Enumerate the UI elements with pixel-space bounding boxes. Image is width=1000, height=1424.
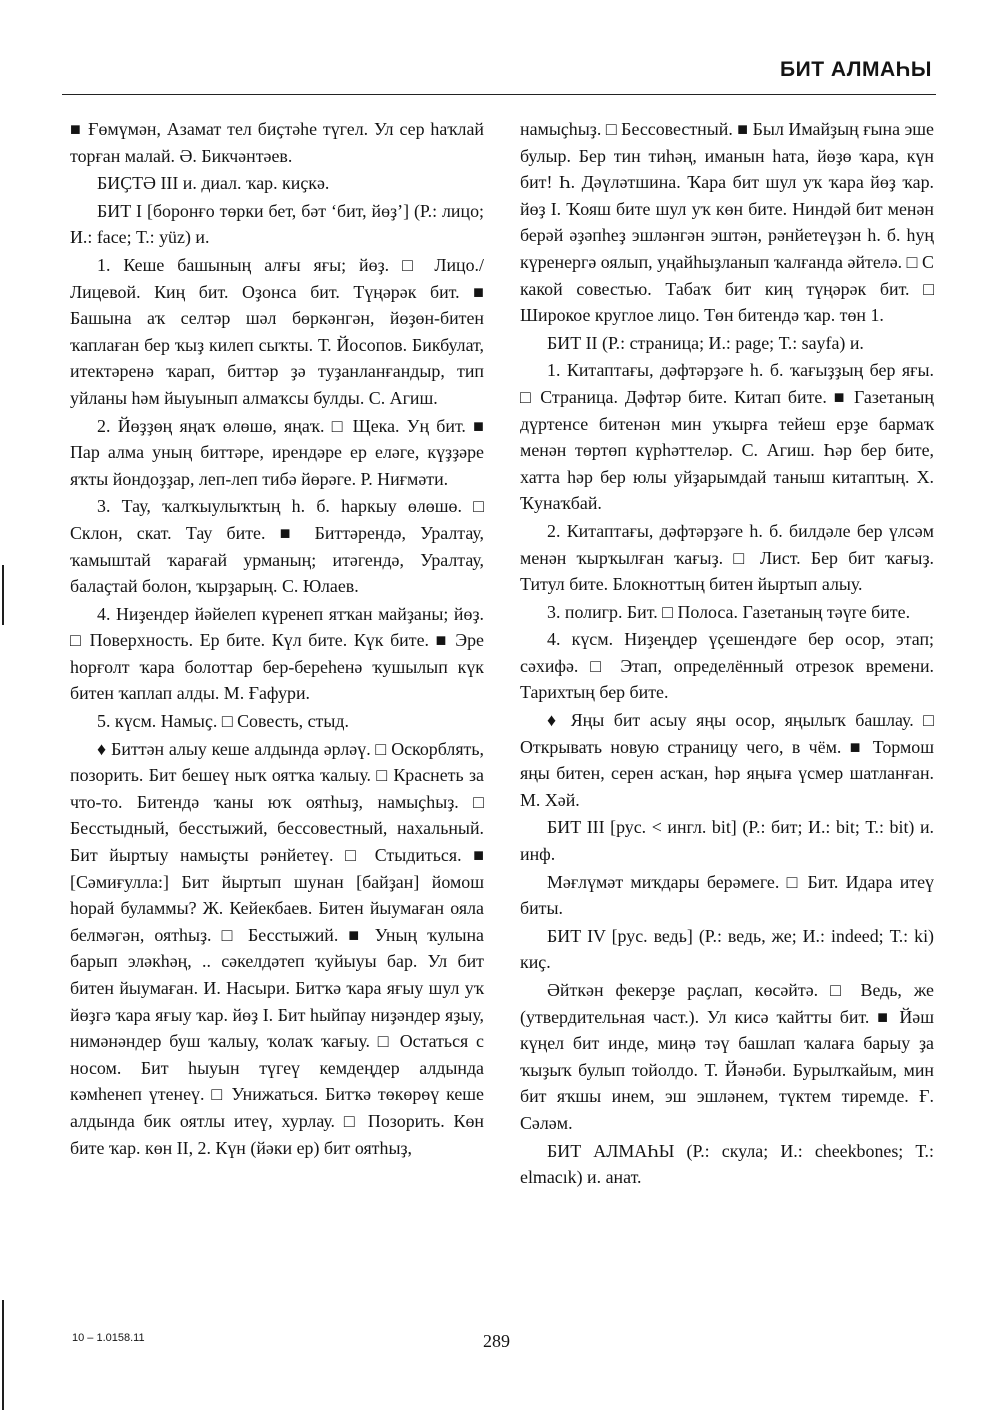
entry-paragraph: 2. Китаптағы, дәфтәрҙәге һ. б. билдәле бер үлсәм менән ҡырҡылған ҡағыҙ. □ Лист. Бер бит ҡағыҙ. Титул бите. Блокноттың битен йыртып алыу. bbox=[520, 520, 934, 595]
entry-paragraph: БИҪТӘ III и. диал. ҡар. киҫкә. bbox=[97, 173, 330, 194]
entry-paragraph: БИТ АЛМАҺЫ (Р.: скула; И.: cheekbones; Т.: elmacık) и. анат. bbox=[520, 1140, 934, 1188]
entry-paragraph: 4. Ниҙендер йәйелеп күренеп ятҡан майҙаны; йөҙ. □ Поверхность. Ер бите. Күл бите. Күк бите. ■ Эре һорғолт ҡара болоттар бер-береһенә ҡушылып күк битен ҡаплап алды. М. Ғафури. bbox=[70, 603, 484, 704]
entry-paragraph: 1. Кеше башының алғы яғы; йөҙ. □ Лицо./ Лицевой. Киң бит. Оҙонса бит. Түңәрәк бит. ■ Башына аҡ селтәр шәл бөркәнгән, йөҙөн-битен ҡаплаған бер ҡыҙ килеп сыҡты. Т. Йосопов. Бикбулат, итектәренә ҡарап, биттәр ҙә туҙанланғандыр, тип уйланы һәм йыуынып алмаҡсы булды. С. Агиш. bbox=[70, 254, 484, 408]
entry-paragraph: ♦ Яңы бит асыу яңы осор, яңылыҡ башлау. □ Открывать новую страницу чего, в чём. ■ Тормош яңы битен, серен асҡан, һәр яңыға үсмер шатланған. М. Хәй. bbox=[520, 710, 934, 810]
printer-signature: 10 – 1.0158.11 bbox=[72, 1332, 145, 1344]
entry-paragraph: 3. Тау, ҡалҡыулыҡтың һ. б. һаркыу өлөшө. □ Склон, скат. Тау бите. ■ Биттәрендә, Уралтау, ҡамыштай ҡарағай урманың; итәгендә, Уралтау, балаҫтай болон, ҡырҙарың. С. Юлаев. bbox=[70, 496, 484, 597]
entry-paragraph: 2. Йөҙҙөң яңаҡ өлөшө, яңаҡ. □ Щека. Уң бит. ■ Пар алма уның биттәре, ирендәре ер еләге, күҙҙәре яҡты йондоҙҙар, леп-леп тибә йөрәге. Р. Ниғмәти. bbox=[70, 415, 484, 489]
entry-paragraph: 3. полигр. Бит. □ Полоса. Газетаның тәүге бите. bbox=[547, 601, 911, 622]
entry-paragraph: ■ Ғөмүмән, Азамат тел биҫтәһе түгел. Ул сер һаҡлай торған малай. Ә. Бикчәнтәев. bbox=[70, 119, 484, 166]
left-column bbox=[70, 116, 484, 1162]
entry-paragraph: Мәғлүмәт миҡдары берәмеге. □ Бит. Идара итеү биты. bbox=[520, 871, 934, 919]
entry-paragraph: 5. күсм. Намыҫ. □ Совесть, стыд. bbox=[97, 711, 349, 732]
running-head: БИТ АЛМАҺЫ bbox=[780, 58, 932, 81]
right-column bbox=[520, 116, 934, 1192]
entry-paragraph: намыҫһыҙ. □ Бессовестный. ■ Был Имайҙың ғына эше булыр. Бер тин тиһәң, иманын һата, йөҙө ҡара, күн бит! Һ. Дәүләтшина. Ҡара бит шул уҡ ҡара йөҙ ҡар. йөҙ I. Ҡояш бите шул уҡ көн бите. Ниндәй бит менән берәй әҙәпһеҙ эшләнгән эштән, рәнйетеүҙән һ. б. һуң күренергә оялып, уңайһыҙланып ҡалғанда әйтелә. □ С какой совестью. Табаҡ бит киң түңәрәк бит. □ Широкое круглое лицо. Төн битендә ҡар. төн 1. bbox=[520, 119, 934, 326]
scan-edge-mark bbox=[2, 1300, 4, 1410]
entry-paragraph: БИТ IV [рус. ведь] (Р.: ведь, же; И.: indeed; Т.: ki) киҫ. bbox=[520, 925, 934, 973]
page-number: 289 bbox=[483, 1331, 510, 1351]
entry-paragraph: 4. күсм. Ниҙеңдер үҫешендәге бер осор, этап; сәхифә. □ Этап, определённый отрезок времени. Тарихтың бер бите. bbox=[520, 629, 934, 703]
header-rule bbox=[62, 94, 936, 95]
entry-paragraph: ♦ Биттән алыу кеше алдында әрләү. □ Оскорблять, позорить. Бит бешеү ныҡ оятҡа ҡалыу. □ Краснеть за что-то. Битендә ҡаны юҡ оятһыҙ, намыҫһыҙ. □ Бесстыдный, бесстыжий, бессовестный, нахальный. Бит йыртыу намыҫты рәнйетеү. □ Стыдиться. ■ [Сәмиғулла:] Бит йыртып шунан [байҙан] йомош һорай буламмы? Ж. Кейекбаев. Битен йыумаған ояла белмәгән, оятһыҙ. □ Бесстыжий. ■ Уның ҡулына барып эләкһәң, .. сәкелдәтеп ҡуйыуы бар. Ул бит битен йыумаған. И. Насыри. Битҡә ҡара яғыу шул уҡ йөҙгә ҡара яғыу ҡар. йөҙ I. Бит һыйпау ниҙәндер яҙыу, нимәнәндер буш ҡалыу, ҡолаҡ ҡағыу. □ Остаться с носом. Бит һыуын түгеү кемдеңдер алдында кәмһенеп үтенеү. □ Унижаться. Битҡә төкөрөү кеше алдында бик оятлы итеү, хурлау. □ Позорить. Көн бите ҡар. көн II, 2. Күн (йәки ер) бит оятһыҙ, bbox=[70, 738, 484, 1158]
entry-paragraph: БИТ III [рус. < ингл. bit] (Р.: бит; И.: bit; Т.: bit) и. инф. bbox=[520, 817, 934, 865]
entry-paragraph: 1. Китаптағы, дәфтәрҙәге һ. б. ҡағыҙҙың бер яғы. □ Страница. Дәфтәр бите. Китап бите. ■ Газетаның дүртенсе битенән мин уҡырға тейеш ерҙе бармаҡ менән төртөп күрһәттеләр. С. Агиш. Һәр бер бите, хатта һәр бер юлы уйҙарымдай таныш китаптың. Х. Ҡунаҡбай. bbox=[520, 360, 934, 514]
entry-paragraph: БИТ I [боронғо төрки бет, бәт ‘бит, йөҙ’] (Р.: лицо; И.: face; Т.: yüz) и. bbox=[70, 200, 484, 248]
scan-edge-mark bbox=[2, 565, 4, 625]
entry-paragraph: Әйткән фекерҙе раҫлап, көсәйтә. □ Ведь, же (утвердительная част.). Ул кисә ҡайтты бит. ■ Йәш күңел бит инде, миңә тәү башлап ҡалаға барыу ҙа ҡыҙыҡ булып тойолдо. Т. Йәнәби. Бурылҡайым, мин бит яҡшы инем, эш эшләнем, түктем тиремде. Ғ. Сәләм. bbox=[520, 980, 934, 1133]
entry-paragraph: БИТ II (Р.: страница; И.: page; Т.: sayfa) и. bbox=[547, 332, 864, 353]
